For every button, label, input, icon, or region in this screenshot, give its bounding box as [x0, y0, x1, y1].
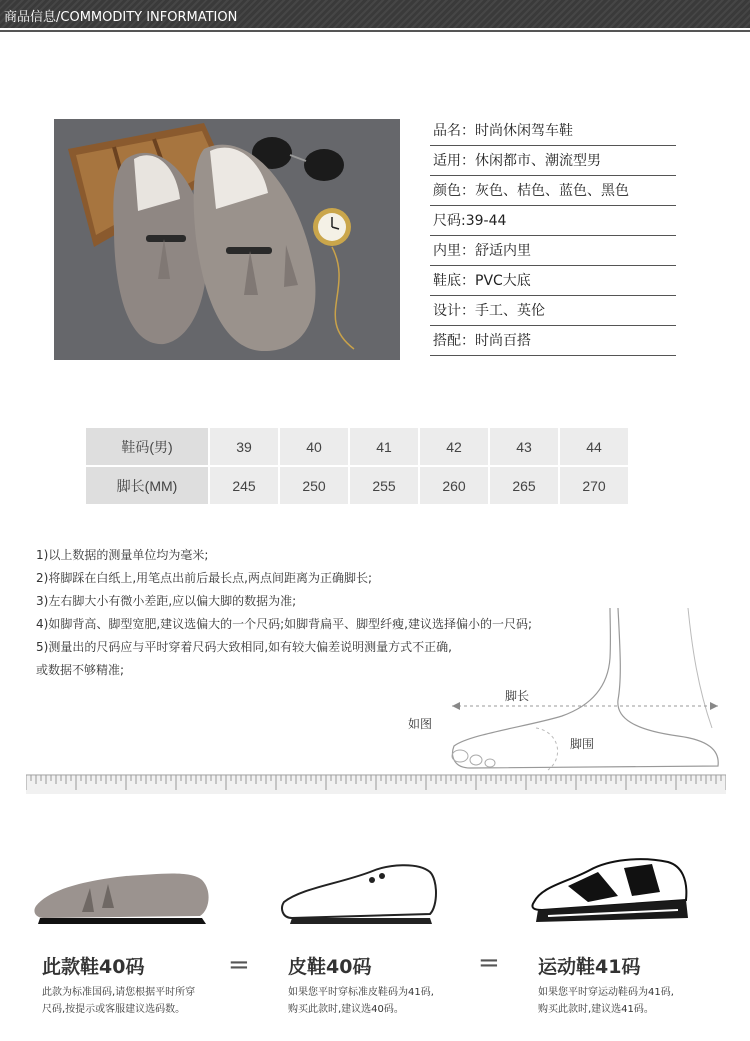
length-row-header: 脚长(MM)	[85, 466, 209, 505]
leather-shoe-icon	[278, 858, 442, 928]
size-cell: 41	[349, 427, 419, 466]
size-table	[84, 426, 630, 506]
spec-row: 适用：休闲都市、潮流型男	[430, 147, 676, 176]
measure-note: 或数据不够精准;	[36, 663, 125, 677]
spec-row: 尺码:39-44	[430, 207, 676, 236]
measure-note: 3)左右脚大小有微小差距,应以偏大脚的数据为准;	[36, 594, 297, 608]
header-divider	[0, 30, 750, 32]
compare-title: 运动鞋41码	[538, 956, 641, 978]
table-row	[85, 466, 629, 505]
sneaker-icon	[528, 852, 692, 930]
example-label: 如图	[408, 717, 433, 731]
compare-desc: 此款为标准国码,请您根据平时所穿 尺码,按提示或客服建议选码数。	[42, 987, 196, 1015]
foot-girth-label: 脚围	[570, 737, 595, 751]
size-cell: 40	[279, 427, 349, 466]
compare-desc: 如果您平时穿运动鞋码为41码, 购买此款时,建议选41码。	[538, 987, 674, 1015]
equals-sign: =	[478, 948, 500, 978]
length-cell: 245	[209, 466, 279, 505]
compare-desc: 如果您平时穿标准皮鞋码为41码, 购买此款时,建议选40码。	[288, 987, 434, 1015]
size-cell: 43	[489, 427, 559, 466]
foot-length-label: 脚长	[505, 689, 530, 703]
measure-note: 1)以上数据的测量单位均为毫米;	[36, 548, 209, 562]
length-cell: 250	[279, 466, 349, 505]
compare-title: 此款鞋40码	[42, 956, 145, 978]
spec-row: 颜色：灰色、桔色、蓝色、黑色	[430, 177, 676, 206]
spec-row: 鞋底：PVC大底	[430, 267, 676, 296]
size-cell: 39	[209, 427, 279, 466]
size-row-header: 鞋码(男)	[85, 427, 209, 466]
length-cell: 265	[489, 466, 559, 505]
size-cell: 44	[559, 427, 629, 466]
foot-diagram	[440, 608, 730, 778]
section-title: 商品信息/COMMODITY INFORMATION	[4, 10, 238, 25]
measure-note: 5)测量出的尺码应与平时穿着尺码大致相同,如有较大偏差说明测量方式不正确,	[36, 640, 452, 654]
spec-row: 内里：舒适内里	[430, 237, 676, 266]
measure-note: 4)如脚背高、脚型宽肥,建议选偏大的一个尺码;如脚背扁平、脚型纤瘦,建议选择偏小的一尺码;	[36, 617, 533, 631]
measure-note: 2)将脚踩在白纸上,用笔点出前后最长点,两点间距离为正确脚长;	[36, 571, 372, 585]
equals-sign: =	[228, 950, 250, 980]
ruler	[26, 774, 726, 794]
spec-row: 品名：时尚休闲驾车鞋	[430, 117, 676, 146]
length-cell: 270	[559, 466, 629, 505]
spec-row: 搭配：时尚百搭	[430, 327, 676, 356]
size-cell: 42	[419, 427, 489, 466]
spec-row: 设计：手工、英伦	[430, 297, 676, 326]
compare-title: 皮鞋40码	[288, 956, 372, 978]
length-cell: 255	[349, 466, 419, 505]
loafer-icon	[30, 860, 216, 930]
length-cell: 260	[419, 466, 489, 505]
product-photo	[54, 119, 400, 360]
table-row	[85, 427, 629, 466]
